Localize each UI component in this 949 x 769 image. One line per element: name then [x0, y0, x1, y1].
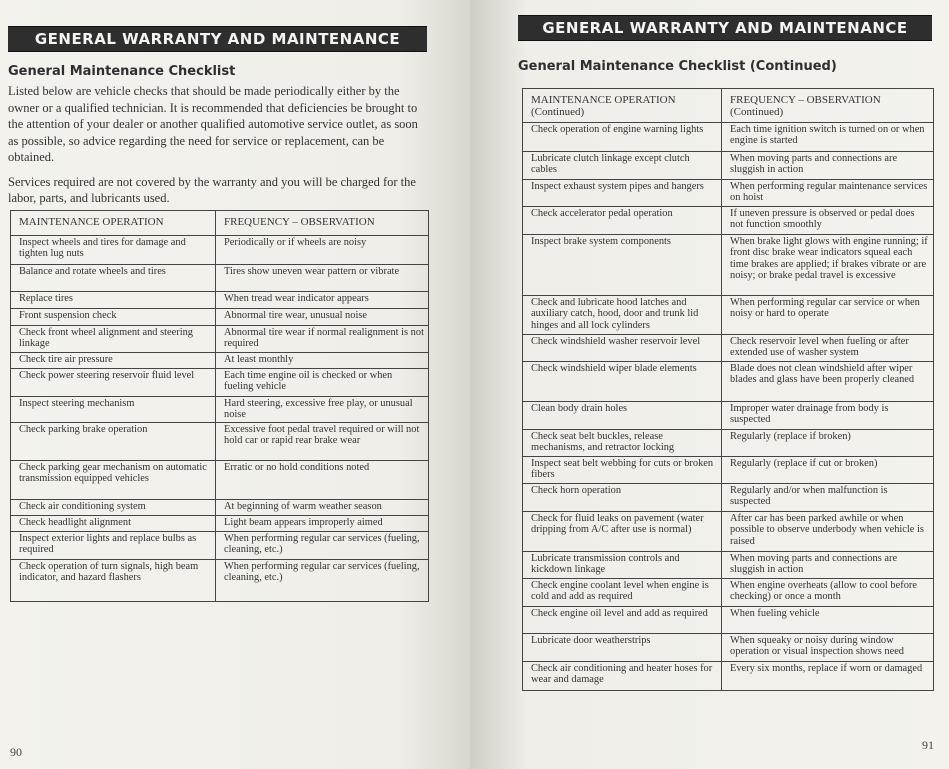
- operation-cell: Inspect exterior lights and replace bulbs as required: [11, 532, 216, 560]
- operation-cell: Check operation of turn signals, high beam indicator, and hazard flashers: [11, 560, 216, 602]
- table-header-row: [11, 211, 429, 236]
- section-heading: General Maintenance Checklist (Continued): [518, 59, 837, 74]
- operation-cell: Check power steering reservoir fluid level: [11, 369, 216, 397]
- operation-cell: Check engine coolant level when engine is cold and add as required: [523, 579, 722, 607]
- intro-text: [8, 83, 428, 215]
- frequency-cell: Periodically or if wheels are noisy: [216, 236, 429, 265]
- column-header-frequency: FREQUENCY – OBSERVATION: [216, 211, 429, 236]
- operation-cell: Check horn operation: [523, 484, 722, 512]
- table-row: [11, 353, 429, 369]
- frequency-cell: When moving parts and connections are sluggish in action: [722, 152, 934, 180]
- frequency-cell: When brake light glows with engine running; if front disc brake wear indicators squeal each time brakes are applied; if brakes vibrate or are noisy; or brake pedal travel is excessive: [722, 235, 934, 296]
- operation-cell: Check parking brake operation: [11, 423, 216, 461]
- operation-cell: Check and lubricate hood latches and auxiliary catch, hood, door and trunk lid hinges and all lock cylinders: [523, 296, 722, 335]
- frequency-cell: When moving parts and connections are sluggish in action: [722, 552, 934, 579]
- table-row: [523, 484, 934, 512]
- frequency-cell: Check reservoir level when fueling or after extended use of washer system: [722, 335, 934, 362]
- frequency-cell: Hard steering, excessive free play, or unusual noise: [216, 397, 429, 423]
- table-row: [523, 579, 934, 607]
- table-row: [11, 326, 429, 353]
- table-row: [523, 335, 934, 362]
- operation-cell: Check windshield wiper blade elements: [523, 362, 722, 402]
- table-row: [523, 552, 934, 579]
- operation-cell: Check accelerator pedal operation: [523, 207, 722, 235]
- operation-cell: Check air conditioning system: [11, 500, 216, 516]
- table-row: [11, 423, 429, 461]
- frequency-cell: At least monthly: [216, 353, 429, 369]
- operation-cell: Front suspension check: [11, 309, 216, 326]
- section-heading: General Maintenance Checklist: [8, 64, 236, 79]
- table-row: [11, 265, 429, 292]
- table-row: [523, 123, 934, 152]
- table-row: [523, 362, 934, 402]
- section-banner: GENERAL WARRANTY AND MAINTENANCE: [8, 26, 427, 52]
- frequency-cell: Every six months, replace if worn or damaged: [722, 662, 934, 691]
- frequency-cell: When performing regular maintenance services on hoist: [722, 180, 934, 207]
- operation-cell: Clean body drain holes: [523, 402, 722, 430]
- operation-cell: Inspect brake system components: [523, 235, 722, 296]
- table-row: [11, 292, 429, 309]
- column-header-operation: MAINTENANCE OPERATION (Continued): [523, 89, 722, 123]
- frequency-cell: Tires show uneven wear pattern or vibrate: [216, 265, 429, 292]
- frequency-cell: Erratic or no hold conditions noted: [216, 461, 429, 500]
- table-row: [11, 500, 429, 516]
- frequency-cell: At beginning of warm weather season: [216, 500, 429, 516]
- left-page: [0, 0, 470, 769]
- page-number: 91: [922, 738, 934, 752]
- frequency-cell: Blade does not clean windshield after wiper blades and glass have been properly cleaned: [722, 362, 934, 402]
- right-page: [470, 0, 949, 769]
- table-row: [523, 634, 934, 662]
- operation-cell: Lubricate door weatherstrips: [523, 634, 722, 662]
- operation-cell: Lubricate transmission controls and kickdown linkage: [523, 552, 722, 579]
- operation-cell: Inspect wheels and tires for damage and tighten lug nuts: [11, 236, 216, 265]
- table-row: [523, 402, 934, 430]
- frequency-cell: Regularly (replace if broken): [722, 430, 934, 457]
- operation-cell: Check operation of engine warning lights: [523, 123, 722, 152]
- frequency-cell: Excessive foot pedal travel required or will not hold car or rapid rear brake wear: [216, 423, 429, 461]
- table-row: [523, 430, 934, 457]
- operation-cell: Check seat belt buckles, release mechanisms, and retractor locking: [523, 430, 722, 457]
- table-row: [11, 236, 429, 265]
- table-row: [523, 662, 934, 691]
- table-row: [523, 457, 934, 484]
- frequency-cell: Abnormal tire wear if normal realignment is not required: [216, 326, 429, 353]
- table-row: [523, 607, 934, 634]
- frequency-cell: Regularly (replace if cut or broken): [722, 457, 934, 484]
- operation-cell: Check air conditioning and heater hoses for wear and damage: [523, 662, 722, 691]
- table-row: [11, 461, 429, 500]
- column-header-frequency: FREQUENCY – OBSERVATION (Continued): [722, 89, 934, 123]
- table-row: [11, 309, 429, 326]
- operation-cell: Check headlight alignment: [11, 516, 216, 532]
- maintenance-table: [522, 88, 934, 691]
- operation-cell: Balance and rotate wheels and tires: [11, 265, 216, 292]
- maintenance-table: [10, 210, 429, 602]
- frequency-cell: When performing regular car services (fueling, cleaning, etc.): [216, 560, 429, 602]
- frequency-cell: When performing regular car services (fueling, cleaning, etc.): [216, 532, 429, 560]
- frequency-cell: Improper water drainage from body is suspected: [722, 402, 934, 430]
- operation-cell: Inspect steering mechanism: [11, 397, 216, 423]
- table-row: [523, 235, 934, 296]
- operation-cell: Check engine oil level and add as required: [523, 607, 722, 634]
- table-row: [11, 397, 429, 423]
- frequency-cell: Abnormal tire wear, unusual noise: [216, 309, 429, 326]
- table-row: [11, 369, 429, 397]
- frequency-cell: When fueling vehicle: [722, 607, 934, 634]
- table-row: [523, 512, 934, 552]
- intro-paragraph: Listed below are vehicle checks that should be made periodically either by the owner or a qualified technician. It is recommended that deficiencies be brought to the attention of your dealer or another qualified automotive service outlet, as soon as possible, so advice regarding the need for service or replacement, can be obtained.: [8, 84, 418, 164]
- table-row: [11, 560, 429, 602]
- operation-cell: Check tire air pressure: [11, 353, 216, 369]
- frequency-cell: When performing regular car service or when noisy or hard to operate: [722, 296, 934, 335]
- operation-cell: Inspect exhaust system pipes and hangers: [523, 180, 722, 207]
- operation-cell: Replace tires: [11, 292, 216, 309]
- frequency-cell: Each time ignition switch is turned on or when engine is started: [722, 123, 934, 152]
- table-row: [523, 207, 934, 235]
- operation-cell: Inspect seat belt webbing for cuts or broken fibers: [523, 457, 722, 484]
- page-number: 90: [10, 745, 22, 759]
- operation-cell: Check windshield washer reservoir level: [523, 335, 722, 362]
- intro-paragraph: Services required are not covered by the warranty and you will be charged for the labor, parts, and lubricants used.: [8, 174, 416, 205]
- frequency-cell: Regularly and/or when malfunction is suspected: [722, 484, 934, 512]
- column-header-operation: MAINTENANCE OPERATION: [11, 211, 216, 236]
- operation-cell: Lubricate clutch linkage except clutch cables: [523, 152, 722, 180]
- frequency-cell: Each time engine oil is checked or when fueling vehicle: [216, 369, 429, 397]
- table-header-row: [523, 89, 934, 123]
- operation-cell: Check parking gear mechanism on automatic transmission equipped vehicles: [11, 461, 216, 500]
- frequency-cell: Light beam appears improperly aimed: [216, 516, 429, 532]
- frequency-cell: After car has been parked awhile or when possible to observe underbody when vehicle is raised: [722, 512, 934, 552]
- frequency-cell: If uneven pressure is observed or pedal does not function smoothly: [722, 207, 934, 235]
- table-row: [11, 516, 429, 532]
- table-row: [523, 180, 934, 207]
- frequency-cell: When engine overheats (allow to cool before checking) or once a month: [722, 579, 934, 607]
- table-row: [11, 532, 429, 560]
- table-row: [523, 152, 934, 180]
- frequency-cell: When squeaky or noisy during window operation or visual inspection shows need: [722, 634, 934, 662]
- table-row: [523, 296, 934, 335]
- section-banner: GENERAL WARRANTY AND MAINTENANCE: [518, 15, 932, 41]
- operation-cell: Check front wheel alignment and steering linkage: [11, 326, 216, 353]
- operation-cell: Check for fluid leaks on pavement (water dripping from A/C after use is normal): [523, 512, 722, 552]
- frequency-cell: When tread wear indicator appears: [216, 292, 429, 309]
